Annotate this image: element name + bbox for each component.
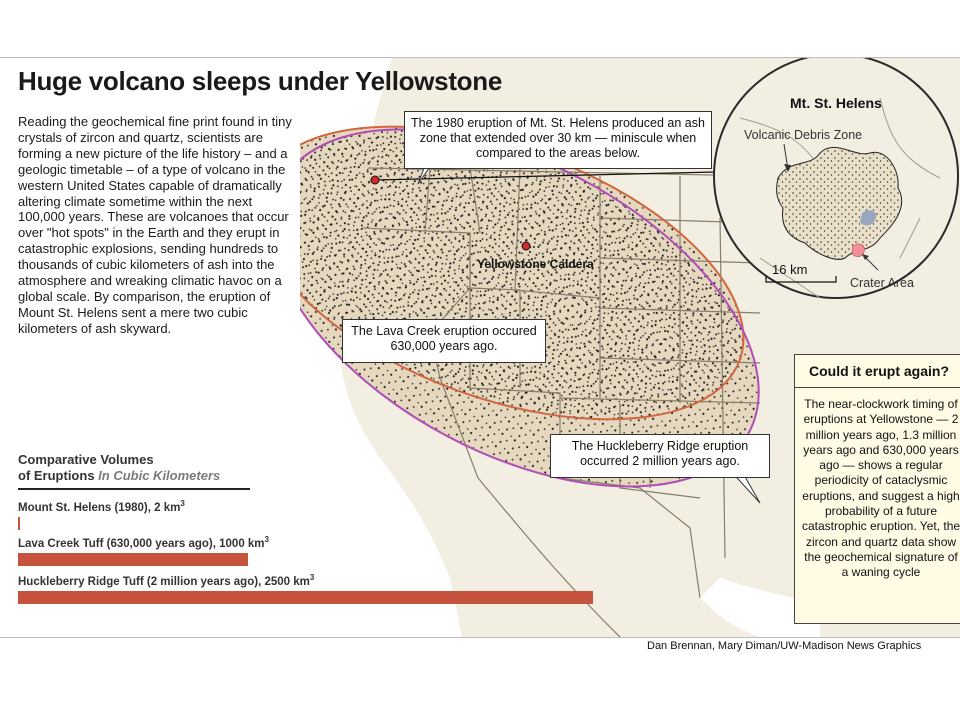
inset-title: Mt. St. Helens bbox=[790, 95, 882, 111]
bar-st-helens bbox=[18, 517, 20, 530]
eruption-sidebar bbox=[794, 354, 960, 624]
chart-divider bbox=[18, 488, 250, 490]
bar-label-huckleberry: Huckleberry Ridge Tuff (2 million years ago), 2500 $km^3$ bbox=[18, 573, 315, 588]
st-helens-callout: The 1980 eruption of Mt. St. Helens produced an ash zone that extended over 30 km — miniscule when compared to the areas below. bbox=[404, 111, 712, 169]
chart-unit-label: In Cubic Kilometers bbox=[98, 468, 221, 483]
inset-crater-label: Crater Area bbox=[850, 276, 914, 290]
bar-huckleberry bbox=[18, 591, 593, 604]
yellowstone-marker bbox=[522, 242, 530, 250]
page-title: Huge volcano sleeps under Yellowstone bbox=[18, 66, 503, 96]
bar-lava-creek bbox=[18, 553, 248, 566]
graphic-credit: Dan Brennan, Mary Diman/UW-Madison News Graphics bbox=[647, 640, 922, 652]
comparison-chart-title bbox=[18, 452, 220, 484]
sidebar-title: Could it erupt again? bbox=[809, 363, 949, 379]
chart-title-line1: Comparative Volumes bbox=[18, 452, 154, 467]
chart-title-line2: of Eruptions bbox=[18, 468, 95, 483]
st-helens-marker bbox=[371, 176, 379, 184]
infographic bbox=[0, 57, 960, 638]
sidebar-text: The near-clockwork timing of eruptions at Yellowstone — 2 million years ago, 1.3 million years ago and 630,000 years ago — shows a regular periodicity of cataclysmic eruptions, and suggest a high probability of a future catastrophic eruption. Yet, the zircon and quartz data show the geochemical signature of a waning cycle bbox=[801, 397, 960, 580]
bar-label-lava-creek: Lava Creek Tuff (630,000 years ago), 1000 $km^3$ bbox=[18, 535, 269, 550]
inset-scale-label: 16 km bbox=[772, 262, 808, 277]
sidebar-divider bbox=[795, 387, 960, 388]
yellowstone-caldera-label: Yellowstone Caldera bbox=[477, 257, 594, 271]
huckleberry-callout: The Huckleberry Ridge eruption occurred 2 million years ago. bbox=[550, 434, 770, 478]
article-body: Reading the geochemical fine print found in tiny crystals of zircon and quartz, scientists are forming a new picture of the life history – and a geologic timetable – of a type of volcano in the western United States capable of dramatically altering climate sometime within the next 100,000 years. These are volcanoes that occur over "hot spots" in the Earth and they erupt in catastrophic explosions, sending hundreds to thousands of cubic kilometers of ash into the atmosphere and wreaking climatic havoc on a global scale. By comparison, the eruption of Mount St. Helens sent a mere two cubic kilometers of ash skyward. bbox=[18, 114, 292, 336]
lava-creek-callout: The Lava Creek eruption occured 630,000 years ago. bbox=[342, 319, 546, 363]
inset-debris-label: Volcanic Debris Zone bbox=[744, 128, 863, 142]
bar-label-st-helens: Mount St. Helens (1980), 2 $km^3$ bbox=[18, 499, 185, 514]
